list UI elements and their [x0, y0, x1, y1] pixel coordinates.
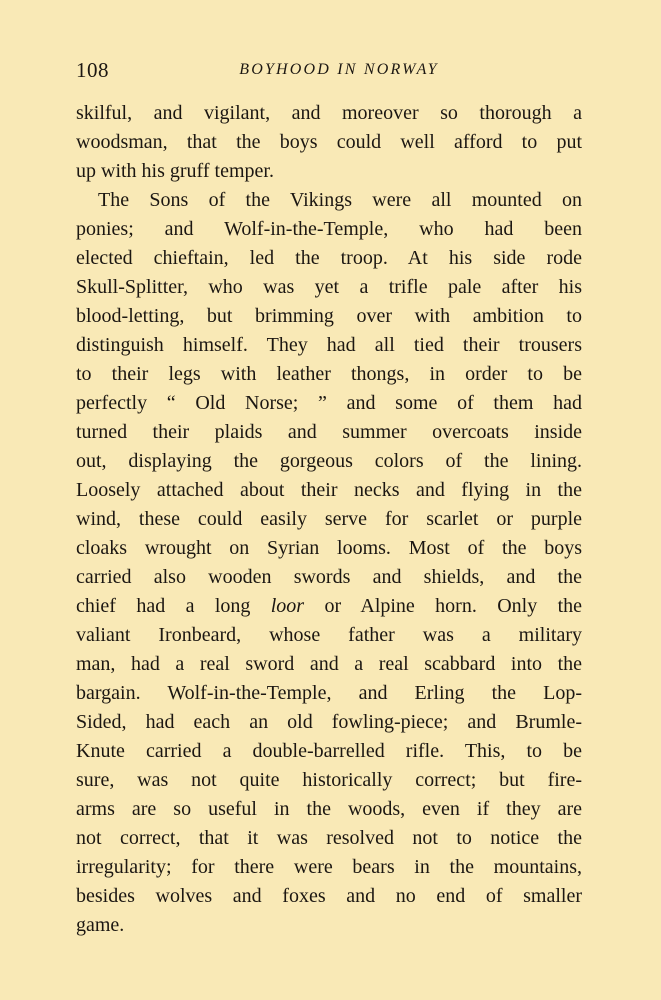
text-line: turned their plaids and summer overcoats inside — [76, 421, 582, 443]
text-line: man, had a real sword and a real scabbard into the — [76, 653, 582, 675]
text-line: irregularity; for there were bears in the mountains, — [76, 856, 582, 878]
text-line: cloaks wrought on Syrian looms. Most of the boys — [76, 537, 582, 559]
text-line: skilful, and vigilant, and moreover so thorough a — [76, 102, 582, 124]
text-line: valiant Ironbeard, whose father was a military — [76, 624, 582, 646]
text-line: sure, was not quite historically correct; but fire- — [76, 769, 582, 791]
text-line: distinguish himself. They had all tied their trousers — [76, 334, 582, 356]
running-title: BOYHOOD IN NORWAY — [239, 61, 439, 78]
text-line: woodsman, that the boys could well afford to put — [76, 131, 582, 153]
text-line: carried also wooden swords and shields, and the — [76, 566, 582, 588]
text-line: Knute carried a double-barrelled rifle. This, to be — [76, 740, 582, 762]
text-line: not correct, that it was resolved not to notice the — [76, 827, 582, 849]
text-line: up with his gruff temper. — [76, 160, 274, 182]
text-line: The Sons of the Vikings were all mounted on — [98, 189, 582, 211]
text-line: chief had a long loor or Alpine horn. Only the — [76, 595, 582, 617]
text-line: wind, these could easily serve for scarlet or purple — [76, 508, 582, 530]
page-number: 108 — [76, 58, 109, 82]
text-line: besides wolves and foxes and no end of smaller — [76, 885, 582, 907]
text-line: elected chieftain, led the troop. At his side rode — [76, 247, 582, 269]
text-line: Skull-Splitter, who was yet a trifle pale after his — [76, 276, 582, 298]
text-line: Sided, had each an old fowling-piece; and Brumle- — [76, 711, 582, 733]
text-line: bargain. Wolf-in-the-Temple, and Erling the Lop- — [76, 682, 582, 704]
text-line: arms are so useful in the woods, even if they are — [76, 798, 582, 820]
text-line: out, displaying the gorgeous colors of the lining. — [76, 450, 582, 472]
text-line: ponies; and Wolf-in-the-Temple, who had been — [76, 218, 582, 240]
running-head — [76, 58, 580, 88]
text-line: game. — [76, 914, 125, 936]
text-line: to their legs with leather thongs, in order to be — [76, 363, 582, 385]
text-line: Loosely attached about their necks and flying in the — [76, 479, 582, 501]
text-line: perfectly “ Old Norse; ” and some of them had — [76, 392, 582, 414]
text-line: blood-letting, but brimming over with ambition to — [76, 305, 582, 327]
body-text — [76, 99, 582, 940]
